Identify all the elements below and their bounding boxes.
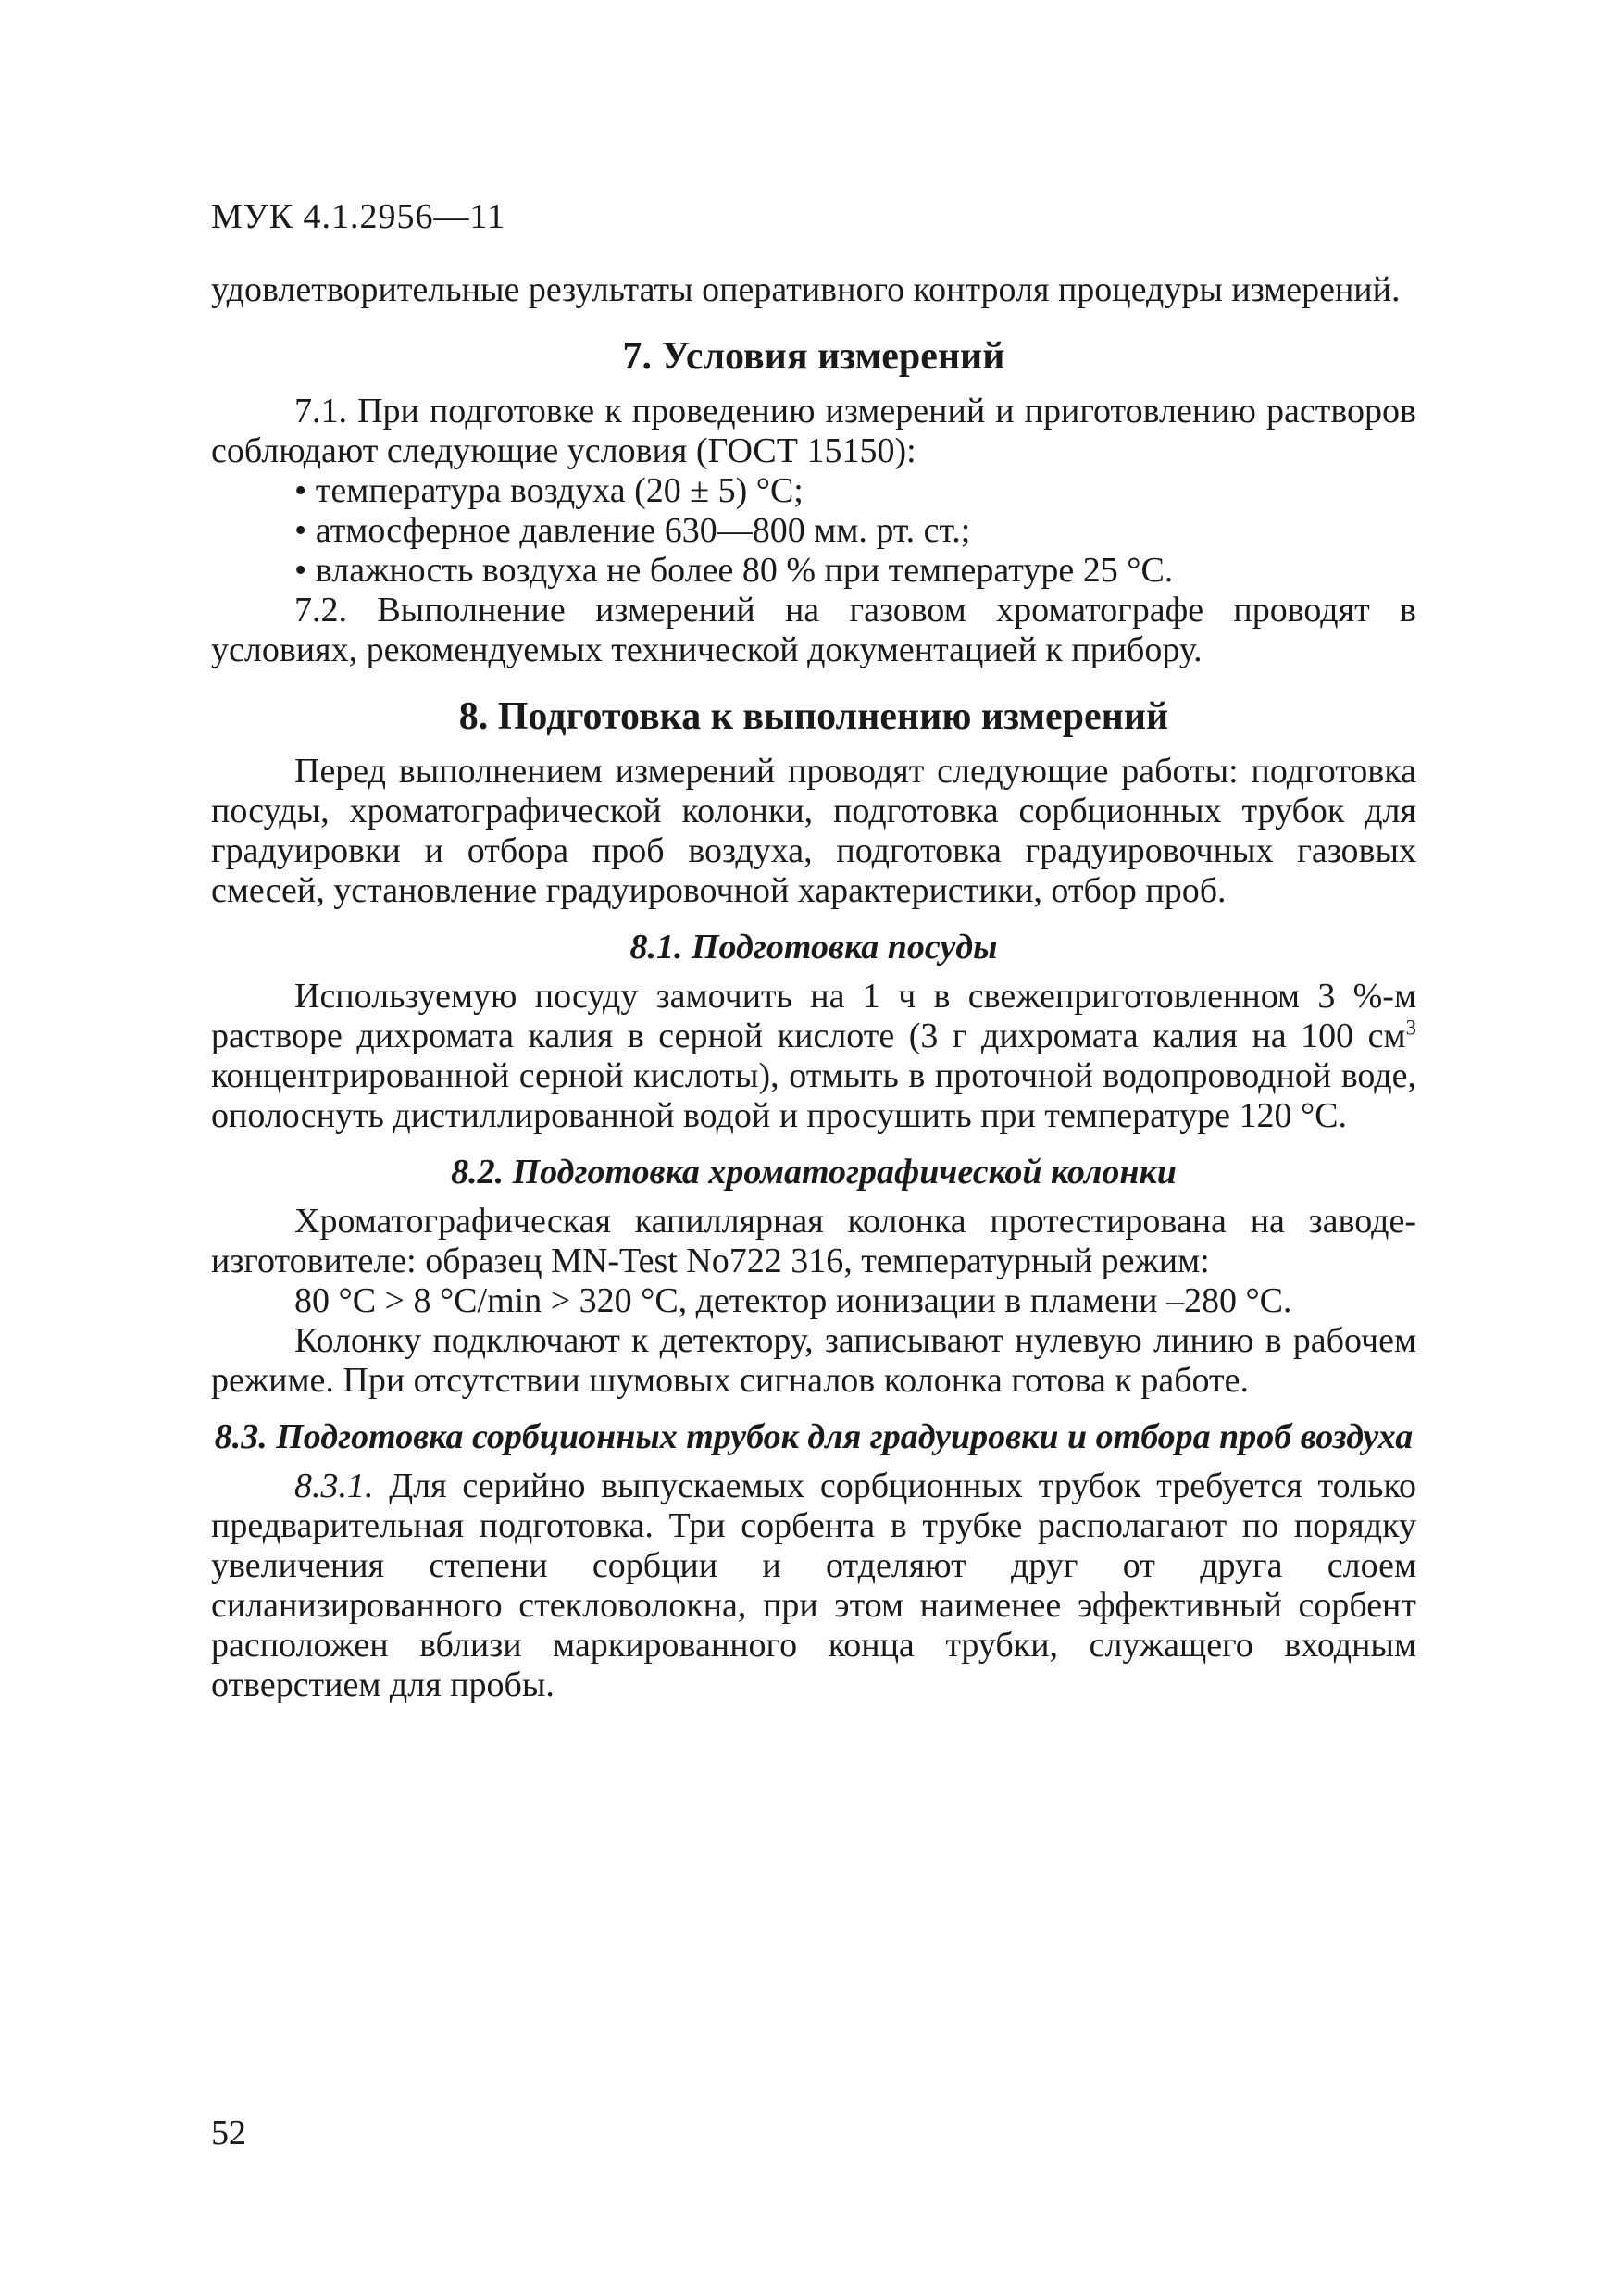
document-header: МУК 4.1.2956—11 [211, 197, 506, 236]
conditions-list [211, 471, 1416, 591]
section-7-title: 7. Условия измерений [622, 335, 1005, 378]
list-item: • температура воздуха (20 ± 5) °С; [211, 471, 1416, 511]
section-8-title: 8. Подготовка к выполнению измерений [458, 695, 1169, 738]
section-8-1-text-a: Используемую посуду замочить на 1 ч в свежеприготовленном 3 %-м растворе дихромата калия в серной кислоте (3 г дихромата калия на 100 см [211, 977, 1416, 1055]
list-item: • влажность воздуха не более 80 % при температуре 25 °С. [211, 551, 1416, 591]
section-8-2-title: 8.2. Подготовка хроматографической колонки [451, 1153, 1177, 1192]
intro-paragraph: удовлетворительные результаты оперативного контроля процедуры измерений. [211, 270, 1401, 309]
section-8-intro-paragraph: Перед выполнением измерений проводят следующие работы: подготовка посуды, хроматографической колонки, подготовка сорбционных трубок для градуировки и отбора проб воздуха, подготовка градуировочных газовых смесей, установление градуировочной характеристики, отбор проб. [211, 752, 1416, 910]
section-8-1-paragraph [211, 977, 1416, 1136]
section-8-2-paragraph-3: Колонку подключают к детектору, записывают нулевую линию в рабочем режиме. При отсутствии шумовых сигналов колонка готова к работе. [211, 1321, 1416, 1400]
section-7-2-paragraph: 7.2. Выполнение измерений на газовом хроматографе проводят в условиях, рекомендуемых технической документацией к прибору. [211, 591, 1416, 669]
superscript: 3 [1405, 1016, 1416, 1040]
section-8-1-text-b: концентрированной серной кислоты), отмыть в проточной водопроводной воде, ополоснуть дистиллированной водой и просушить при температуре 120 °С. [211, 1056, 1416, 1135]
page-number: 52 [211, 2114, 246, 2152]
section-8-3-1-number: 8.3.1. [294, 1466, 374, 1505]
section-8-3-1-text: Для серийно выпускаемых сорбционных трубок требуется только предварительная подготовка. Три сорбента в трубке располагают по порядку увеличения степени сорбции и отделяют друг от друга слоем силанизированного стекловолокна, при этом наименее эффективный сорбент расположен вблизи маркированного конца трубки, служащего входным отверстием для пробы. [211, 1466, 1416, 1704]
section-7-1-paragraph: 7.1. При подготовке к проведению измерений и приготовлению растворов соблюдают следующие условия (ГОСТ 15150): [211, 392, 1416, 470]
section-8-3-title: 8.3. Подготовка сорбционных трубок для градуировки и отбора проб воздуха [214, 1417, 1414, 1456]
list-item: • атмосферное давление 630—800 мм. рт. ст.; [211, 511, 1416, 551]
section-8-2-paragraph-2: 80 °С > 8 °C/min > 320 °С, детектор ионизации в пламени –280 °С. [294, 1281, 1292, 1320]
page-content [211, 270, 1416, 1705]
section-8-3-1-paragraph [211, 1466, 1416, 1705]
section-8-2-paragraph-1: Хроматографическая капиллярная колонка протестирована на заводе-изготовителе: образец MN-Test No722 316, температурный режим: [211, 1202, 1416, 1280]
section-8-1-title: 8.1. Подготовка посуды [629, 928, 998, 967]
